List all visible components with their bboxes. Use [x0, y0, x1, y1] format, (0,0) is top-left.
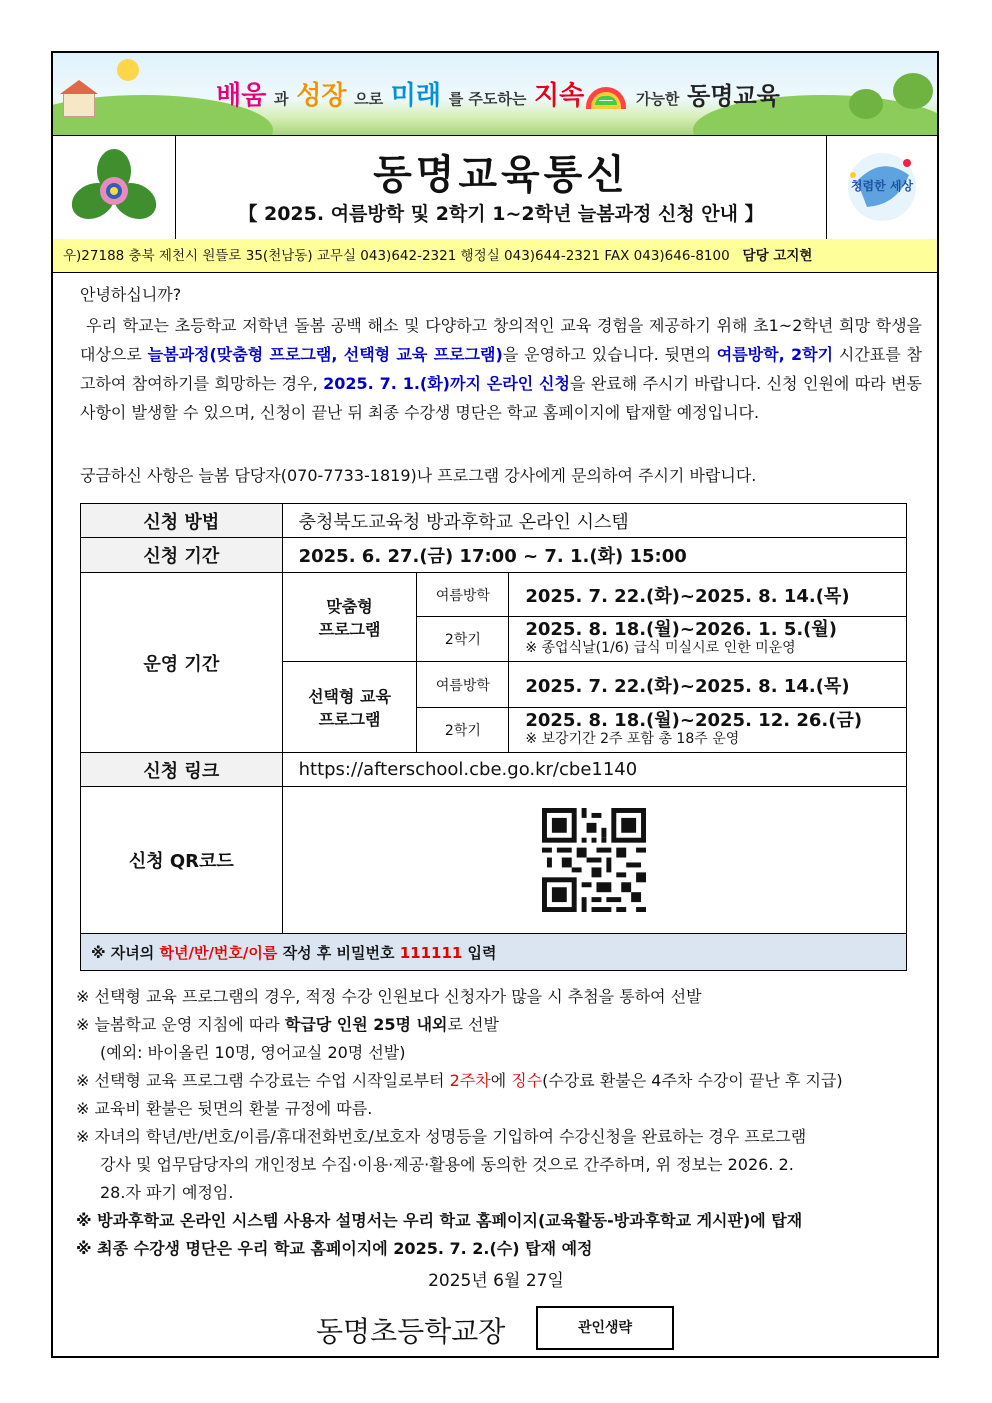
- custom-sem2-cell: [509, 617, 907, 662]
- qr-code-icon[interactable]: [542, 808, 646, 912]
- link-value[interactable]: https://afterschool.cbe.go.kr/cbe1140: [282, 753, 906, 787]
- note-item: [76, 1011, 916, 1039]
- semester2-label: 2학기: [417, 708, 509, 753]
- note-item: 28.자 파기 예정임.: [100, 1183, 234, 1202]
- note-highlight: 징수: [511, 1071, 543, 1090]
- ops-label: 운영 기간: [81, 573, 283, 753]
- custom-sem2-period: 2025. 8. 18.(월)~2026. 1. 5.(월): [525, 619, 838, 640]
- custom-sem2-note: ※ 종업식날(1/6) 급식 미실시로 인한 미운영: [525, 640, 796, 656]
- slogan-word: 를 주도하는: [448, 90, 527, 108]
- tree-icon: [849, 89, 883, 119]
- slogan-word: 지속: [534, 81, 585, 111]
- sun-icon: [117, 59, 139, 81]
- slogan-word: 으로: [354, 90, 384, 108]
- intro-text: 우리 학교는 초등학교 저학년 돌봄 공백 해소 및 다양하고 창의적인 교육 경험을 제공하기 위해 초1~2학년 희망 학생을 대상으로: [80, 316, 922, 364]
- inquiry-paragraph: 궁금하신 사항은 늘봄 담당자(070-7733-1819)나 프로그램 강사에게 문의하여 주시기 바랍니다.: [80, 466, 757, 485]
- rainbow-icon: [586, 87, 626, 109]
- seal-box: 관인생략: [536, 1306, 674, 1350]
- select-sem2-period: 2025. 8. 18.(월)~2025. 12. 26.(금): [525, 710, 863, 731]
- select-sem2-note: ※ 보강기간 2주 포함 총 18주 운영: [525, 731, 740, 747]
- slogan-banner: [53, 53, 937, 136]
- note-item: [76, 1067, 916, 1095]
- slogan-word: 가능한: [635, 90, 680, 108]
- page-subtitle: 【 2025. 여름방학 및 2학기 1~2학년 늘봄과정 신청 안내 】: [238, 203, 764, 225]
- note-item: 강사 및 업무담당자의 개인정보 수집·이용·제공·활용에 동의한 것으로 간주하며, 위 정보는 2026. 2.: [100, 1155, 794, 1174]
- slogan-word: 동명교육: [687, 82, 780, 110]
- greeting: 안녕하십니까?: [80, 285, 182, 304]
- note-item: ※ 최종 수강생 명단은 우리 학교 홈페이지에 2025. 7. 2.(수) 탑재 예정: [76, 1239, 593, 1258]
- slogan-word: 배움: [216, 81, 267, 111]
- qr-label: 신청 QR코드: [81, 787, 283, 934]
- select-sem2-cell: [509, 708, 907, 753]
- password-note-text: 작성 후 비밀번호: [277, 943, 400, 962]
- issue-date: 2025년 6월 27일: [428, 1271, 564, 1291]
- note-text: 에: [490, 1071, 512, 1090]
- house-icon: [63, 93, 95, 117]
- school-emblem-icon: [53, 135, 175, 239]
- link-label: 신청 링크: [81, 753, 283, 787]
- password-note: [81, 934, 907, 971]
- notes-list: [76, 983, 916, 1263]
- summer-label: 여름방학: [417, 662, 509, 708]
- custom-program-label: 맞춤형 프로그램: [282, 573, 417, 662]
- password-note-highlight: 학년/반/번호/이름: [159, 943, 278, 962]
- qr-cell: [282, 787, 906, 934]
- note-item: ※ 자녀의 학년/반/번호/이름/휴대전화번호/보호자 성명등을 기입하여 수강신청을 완료하는 경우 프로그램: [76, 1127, 807, 1146]
- note-item: ※ 교육비 환불은 뒷면의 환불 규정에 따름.: [76, 1099, 373, 1118]
- period-value: 2025. 6. 27.(금) 17:00 ~ 7. 1.(화) 15:00: [282, 538, 906, 573]
- note-highlight: 2주차: [449, 1071, 491, 1090]
- slogan-word: 미래: [390, 81, 442, 111]
- integrity-logo-text: 청렴한 세상: [850, 179, 914, 193]
- signer-name: 동명초등학교장: [316, 1315, 506, 1348]
- intro-text: 시간표를 참고하여 참여하기를 희망하는 경우,: [80, 345, 922, 393]
- contact-person: 담당 고지현: [742, 248, 813, 264]
- method-label: 신청 방법: [81, 504, 283, 538]
- note-item: ※ 선택형 교육 프로그램의 경우, 적정 수강 인원보다 신청자가 많을 시 추첨을 통하여 선발: [76, 987, 702, 1006]
- password-note-text: ※ 자녀의: [91, 943, 160, 962]
- intro-paragraph: [80, 311, 922, 427]
- slogan-word: 과: [274, 90, 289, 108]
- intro-text: 을 운영하고 있습니다. 뒷면의: [502, 345, 717, 364]
- application-info-table: [80, 503, 907, 971]
- intro-highlight: 여름방학, 2학기: [716, 345, 834, 364]
- slogan-word: 성장: [296, 81, 347, 111]
- title-block: [53, 135, 937, 240]
- custom-summer-period: 2025. 7. 22.(화)~2025. 8. 14.(목): [509, 573, 907, 617]
- password-note-highlight: 111111: [399, 943, 463, 962]
- intro-highlight: 2025. 7. 1.(화)까지 온라인 신청: [323, 374, 570, 393]
- note-text: ※ 늘봄학교 운영 지침에 따라: [76, 1015, 285, 1034]
- note-text: (수강료 환불은 4주차 수강이 끝난 후 지급): [542, 1071, 843, 1090]
- select-program-label: 선택형 교육 프로그램: [282, 662, 417, 753]
- password-note-text: 입력: [462, 943, 497, 962]
- semester2-label: 2학기: [417, 617, 509, 662]
- note-item: (예외: 바이올린 10명, 영어교실 20명 선발): [100, 1043, 406, 1062]
- tree-icon: [893, 73, 933, 109]
- note-highlight: 학급당 인원 25명 내외: [284, 1015, 448, 1034]
- note-item: ※ 방과후학교 온라인 시스템 사용자 설명서는 우리 학교 홈페이지(교육활동-방과후학교 게시판)에 탑재: [76, 1211, 803, 1230]
- school-emblem-cell: [53, 135, 176, 239]
- select-summer-period: 2025. 7. 22.(화)~2025. 8. 14.(목): [509, 662, 907, 708]
- page-title: 동명교육통신: [373, 152, 629, 198]
- note-text: ※ 선택형 교육 프로그램 수강료는 수업 시작일로부터: [76, 1071, 450, 1090]
- summer-label: 여름방학: [417, 573, 509, 617]
- intro-highlight: 늘봄과정(맞춤형 프로그램, 선택형 교육 프로그램): [147, 345, 503, 364]
- period-label: 신청 기간: [81, 538, 283, 573]
- address-text: 우)27188 충북 제천시 원뜰로 35(천남동) 교무실 043)642-2321 행정실 043)644-2321 FAX 043)646-8100: [63, 248, 730, 264]
- method-value: 충청북도교육청 방과후학교 온라인 시스템: [282, 504, 906, 538]
- intro-text: 을 완료해 주시기 바랍니다. 신청 인원에 따라 변동 사항이 발생할 수 있으며, 신청이 끝난 뒤 최종 수강생 명단은 학교 홈페이지에 탑재할 예정입니다.: [80, 374, 922, 422]
- contact-bar: [53, 239, 937, 273]
- note-text: 로 선발: [447, 1015, 499, 1034]
- slogan-text: [173, 75, 823, 112]
- integrity-logo-cell: [826, 135, 937, 239]
